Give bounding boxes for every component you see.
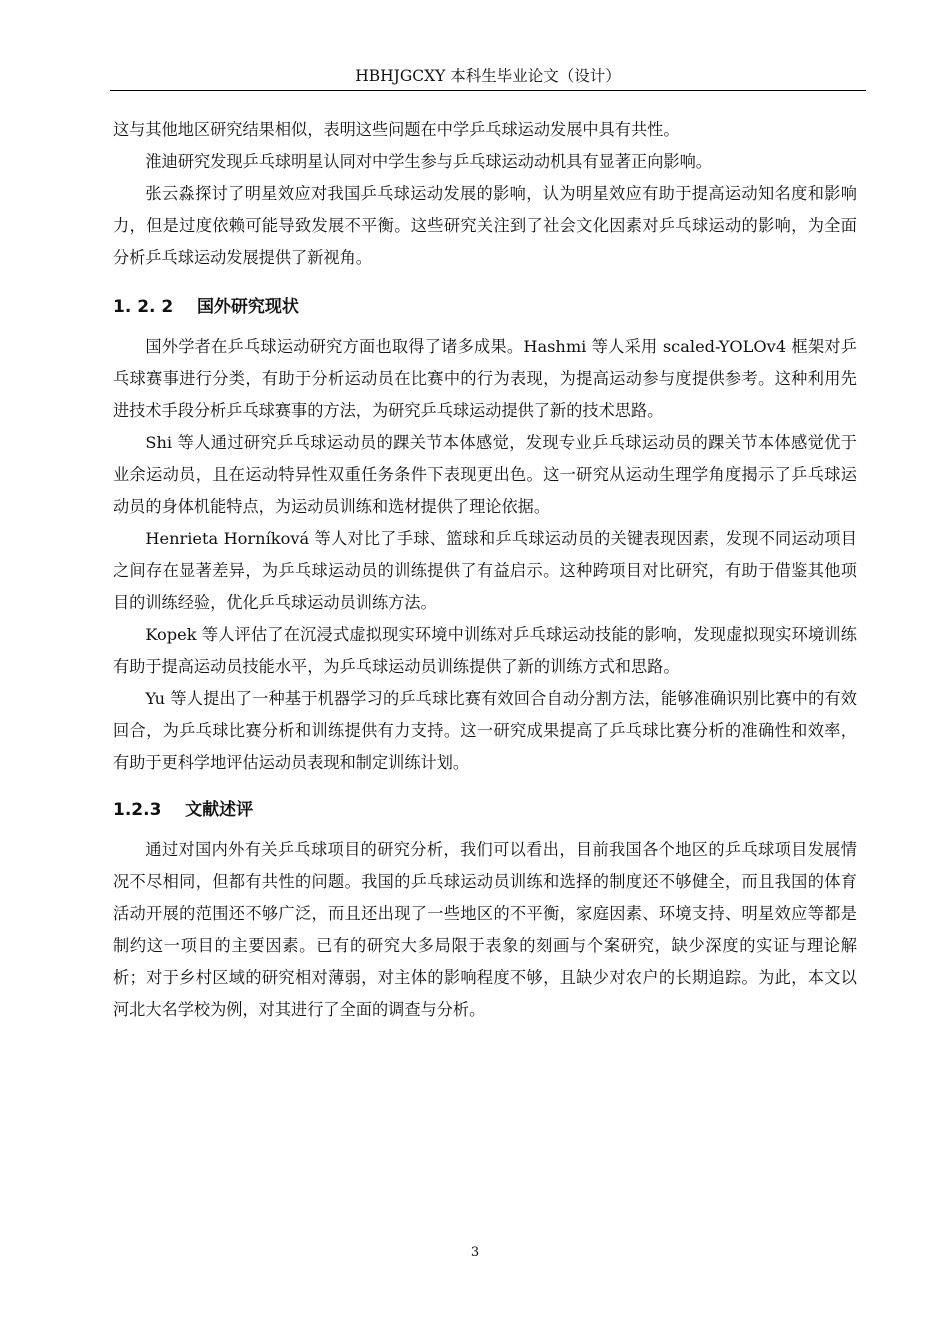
section-number: 1.2.3 [113, 800, 162, 820]
body-paragraph: Yu 等人提出了一种基于机器学习的乒乓球比赛有效回合自动分割方法，能够准确识别比赛中的有效回合，为乒乓球比赛分析和训练提供有力支持。这一研究成果提高了乒乓球比赛分析的准确性和效率，有助于更科学地评估运动员表现和制定训练计划。 [113, 689, 857, 772]
body-paragraph: Henrieta Horníková 等人对比了手球、篮球和乒乓球运动员的关键表现因素，发现不同运动项目之间存在显著差异，为乒乓球运动员的训练提供了有益启示。这种跨项目对比研究，有助于借鉴其他项目的训练经验，优化乒乓球运动员训练方法。 [113, 529, 857, 612]
section-number: 1. 2. 2 [113, 297, 174, 317]
body-paragraph: 国外学者在乒乓球运动研究方面也取得了诸多成果。Hashmi 等人采用 scaled-YOLOv4 框架对乒乓球赛事进行分类，有助于分析运动员在比赛中的行为表现，为提高运动参与度提供参考。这种利用先进技术手段分析乒乓球赛事的方法，为研究乒乓球运动提供了新的技术思路。 [113, 337, 857, 420]
page-body [113, 114, 857, 1026]
page-header: HBHJGCXY 本科生毕业论文（设计） [355, 67, 621, 85]
body-paragraph: Shi 等人通过研究乒乓球运动员的踝关节本体感觉，发现专业乒乓球运动员的踝关节本体感觉优于业余运动员，且在运动特异性双重任务条件下表现更出色。这一研究从运动生理学角度揭示了乒乓球运动员的身体机能特点，为运动员训练和选材提供了理论依据。 [113, 433, 857, 516]
section-title: 国外研究现状 [196, 297, 299, 317]
body-paragraph: 淮迪研究发现乒乓球明星认同对中学生参与乒乓球运动动机具有显著正向影响。 [145, 152, 712, 171]
page-number: 3 [470, 1245, 480, 1260]
body-paragraph: 这与其他地区研究结果相似，表明这些问题在中学乒乓球运动发展中具有共性。 [113, 120, 680, 139]
section-heading-1-2-2 [113, 295, 857, 319]
section-heading-1-2-3 [113, 798, 857, 822]
section-title: 文献述评 [185, 800, 254, 820]
body-paragraph: Kopek 等人评估了在沉浸式虚拟现实环境中训练对乒乓球运动技能的影响，发现虚拟现实环境训练有助于提高运动员技能水平，为乒乓球运动员训练提供了新的训练方式和思路。 [113, 625, 857, 676]
body-paragraph: 通过对国内外有关乒乓球项目的研究分析，我们可以看出，目前我国各个地区的乒乓球项目发展情况不尽相同，但都有共性的问题。我国的乒乓球运动员训练和选择的制度还不够健全，而且我国的体育活动开展的范围还不够广泛，而且还出现了一些地区的不平衡，家庭因素、环境支持、明星效应等都是制约这一项目的主要因素。已有的研究大多局限于表象的刻画与个案研究，缺少深度的实证与理论解析；对于乡村区域的研究相对薄弱，对主体的影响程度不够，且缺少对农户的长期追踪。为此，本文以河北大名学校为例，对其进行了全面的调查与分析。 [113, 840, 857, 1019]
body-paragraph: 张云淼探讨了明星效应对我国乒乓球运动发展的影响，认为明星效应有助于提高运动知名度和影响力，但是过度依赖可能导致发展不平衡。这些研究关注到了社会文化因素对乒乓球运动的影响，为全面分析乒乓球运动发展提供了新视角。 [113, 184, 857, 267]
header-rule [110, 90, 866, 91]
